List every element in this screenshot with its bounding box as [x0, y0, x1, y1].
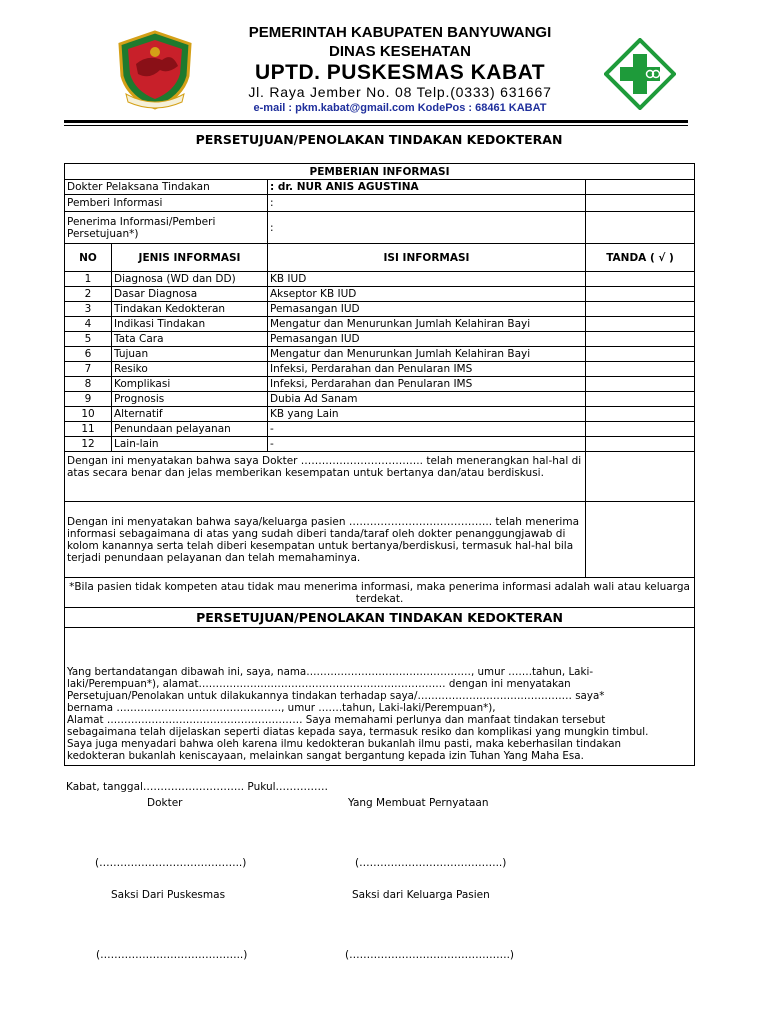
item-no: 2: [65, 287, 112, 302]
table-row: [65, 317, 695, 332]
puskesmas-logo: [604, 38, 676, 110]
consent-line: Saya juga menyadari bahwa oleh karena ilmu kedokteran bukanlah ilmu pasti, maka keberhasilan tindakan: [67, 738, 622, 750]
doctor-statement-sign[interactable]: [586, 452, 695, 502]
doctor-label: Dokter Pelaksana Tindakan: [65, 180, 268, 195]
banyuwangi-crest-logo: [116, 30, 194, 110]
consent-line: Persetujuan/Penolakan untuk dilakukannya tindakan terhadap saya/……………………………………… saya*: [67, 690, 605, 702]
consent-line: Alamat ………………………………………………… Saya memahami perlunya dan manfaat tindakan tersebut: [67, 714, 606, 726]
item-isi: Pemasangan IUD: [268, 302, 586, 317]
consent-line: kedokteran bukanlah keniscayaan, melainkan sangat bergantung kepada izin Tuhan Yang Maha Esa.: [67, 750, 584, 762]
maker-signature-line: (…………………………………..): [355, 857, 507, 869]
table-row: [65, 362, 695, 377]
informer-value: :: [268, 195, 586, 212]
item-check[interactable]: [586, 317, 695, 332]
item-isi: Infeksi, Perdarahan dan Penularan IMS: [268, 362, 586, 377]
item-isi: KB yang Lain: [268, 407, 586, 422]
col-header-tanda: TANDA ( √ ): [586, 244, 695, 272]
header-divider: [64, 120, 688, 123]
item-isi: KB IUD: [268, 272, 586, 287]
doctor-statement: Dengan ini menyatakan bahwa saya Dokter …………………………….. telah menerangkan hal-hal di atas secara benar dan jelas memberikan kesempatan untuk bertanya dan/atau berdiskusi.: [65, 452, 586, 502]
consent-line: laki/Perempuan*), alamat……………………………………………………………… dengan ini menyatakan: [67, 678, 571, 690]
header-divider-thin: [64, 125, 688, 126]
place-date: Kabat, tanggal……………………….. Pukul……………: [66, 781, 329, 793]
item-jenis: Penundaan pelayanan: [112, 422, 268, 437]
patient-statement: Dengan ini menyatakan bahwa saya/keluarga pasien ………………………………….. telah menerima informasi sebagaimana di atas yang sudah diberi tanda/taraf oleh dokter penanggungjawab di kolom kanannya serta telah diberi kesempatan untuk bertanya/berdiskusi, termasuk hal-hal bila terjadi penundaan pelayanan dan telah memahaminya.: [65, 502, 586, 578]
table-row: [65, 407, 695, 422]
item-jenis: Indikasi Tindakan: [112, 317, 268, 332]
witness-puskesmas-label: Saksi Dari Puskesmas: [111, 889, 226, 901]
item-isi: Dubia Ad Sanam: [268, 392, 586, 407]
item-no: 12: [65, 437, 112, 452]
header-department: DINAS KESEHATAN: [329, 43, 471, 60]
item-check[interactable]: [586, 407, 695, 422]
item-check[interactable]: [586, 272, 695, 287]
item-no: 11: [65, 422, 112, 437]
item-no: 1: [65, 272, 112, 287]
item-isi: Pemasangan IUD: [268, 332, 586, 347]
item-no: 4: [65, 317, 112, 332]
item-no: 7: [65, 362, 112, 377]
consent-line: sebagaimana telah dijelaskan seperti diatas kepada saya, termasuk resiko dan komplikasi yang mungkin timbul.: [67, 726, 649, 738]
item-check[interactable]: [586, 377, 695, 392]
header-address: Jl. Raya Jember No. 08 Telp.(0333) 631667: [248, 84, 552, 100]
item-isi: -: [268, 422, 586, 437]
item-isi: Infeksi, Perdarahan dan Penularan IMS: [268, 377, 586, 392]
item-isi: -: [268, 437, 586, 452]
header-government: PEMERINTAH KABUPATEN BANYUWANGI: [248, 24, 552, 41]
table-row: [65, 272, 695, 287]
table-row: [65, 302, 695, 317]
doctor-signature-line: (…………………………………..): [95, 857, 247, 869]
consent-form-table: [64, 163, 695, 766]
col-header-no: NO: [65, 244, 112, 272]
item-check[interactable]: [586, 422, 695, 437]
item-check[interactable]: [586, 302, 695, 317]
item-jenis: Komplikasi: [112, 377, 268, 392]
item-jenis: Resiko: [112, 362, 268, 377]
table-row: [65, 347, 695, 362]
informer-label: Pemberi Informasi: [65, 195, 268, 212]
recipient-check: [586, 212, 695, 244]
header-institution: UPTD. PUSKESMAS KABAT: [254, 61, 546, 84]
doctor-value: : dr. NUR ANIS AGUSTINA: [268, 180, 586, 195]
patient-statement-sign[interactable]: [586, 502, 695, 578]
item-no: 9: [65, 392, 112, 407]
item-no: 3: [65, 302, 112, 317]
item-check[interactable]: [586, 437, 695, 452]
table-row: [65, 377, 695, 392]
table-row: [65, 422, 695, 437]
witness-family-line: (……………………………………….): [345, 949, 515, 961]
item-jenis: Alternatif: [112, 407, 268, 422]
doctor-check: [586, 180, 695, 195]
table-row: [65, 437, 695, 452]
consent-section-heading: PERSETUJUAN/PENOLAKAN TINDAKAN KEDOKTERAN: [65, 608, 695, 628]
table-row: [65, 287, 695, 302]
item-jenis: Tata Cara: [112, 332, 268, 347]
item-check[interactable]: [586, 347, 695, 362]
item-check[interactable]: [586, 392, 695, 407]
item-no: 6: [65, 347, 112, 362]
consent-line: bernama …………………………………………, umur …….tahun, Laki-laki/Perempuan*),: [67, 702, 496, 714]
item-check[interactable]: [586, 362, 695, 377]
item-jenis: Tindakan Kedokteran: [112, 302, 268, 317]
item-jenis: Dasar Diagnosa: [112, 287, 268, 302]
info-section-heading: PEMBERIAN INFORMASI: [65, 164, 695, 180]
col-header-jenis: JENIS INFORMASI: [112, 244, 268, 272]
maker-signature-label: Yang Membuat Pernyataan: [348, 797, 489, 809]
table-row: [65, 332, 695, 347]
col-header-isi: ISI INFORMASI: [268, 244, 586, 272]
item-jenis: Prognosis: [112, 392, 268, 407]
item-no: 8: [65, 377, 112, 392]
table-row: [65, 392, 695, 407]
item-isi: Mengatur dan Menurunkan Jumlah Kelahiran Bayi: [268, 317, 586, 332]
consent-line: Yang bertandatangan dibawah ini, saya, nama…………………………………………, umur …….tahun, Laki-: [67, 666, 594, 678]
recipient-label: Penerima Informasi/Pemberi Persetujuan*): [65, 212, 268, 244]
doctor-signature-label: Dokter: [147, 797, 183, 809]
item-no: 5: [65, 332, 112, 347]
note-text: *Bila pasien tidak kompeten atau tidak mau menerima informasi, maka penerima informasi adalah wali atau keluarga terdekat.: [65, 578, 695, 608]
item-no: 10: [65, 407, 112, 422]
item-jenis: Diagnosa (WD dan DD): [112, 272, 268, 287]
item-jenis: Tujuan: [112, 347, 268, 362]
item-check[interactable]: [586, 287, 695, 302]
witness-family-label: Saksi dari Keluarga Pasien: [352, 889, 490, 901]
witness-puskesmas-line: (…………………………………..): [96, 949, 248, 961]
header-contact: e-mail : pkm.kabat@gmail.com KodePos : 68461 KABAT: [253, 102, 547, 114]
item-isi: Mengatur dan Menurunkan Jumlah Kelahiran Bayi: [268, 347, 586, 362]
item-check[interactable]: [586, 332, 695, 347]
item-isi: Akseptor KB IUD: [268, 287, 586, 302]
informer-check: [586, 195, 695, 212]
recipient-value: :: [268, 212, 586, 244]
document-title: PERSETUJUAN/PENOLAKAN TINDAKAN KEDOKTERAN: [195, 132, 563, 147]
item-jenis: Lain-lain: [112, 437, 268, 452]
consent-paragraph: [65, 628, 695, 766]
